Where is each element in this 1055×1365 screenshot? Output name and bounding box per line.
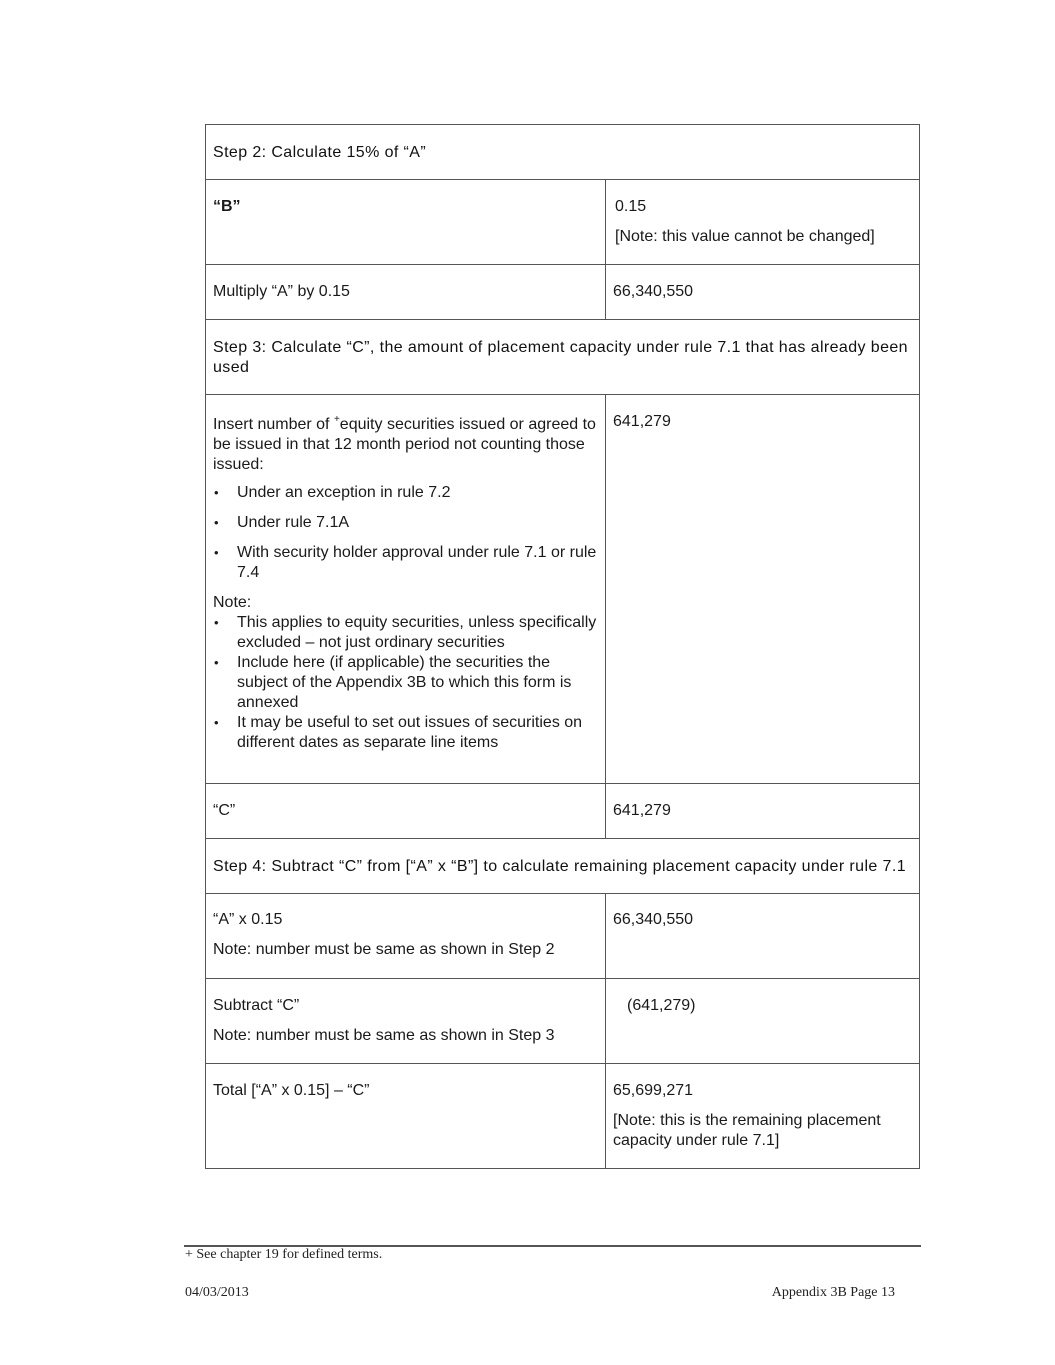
list-item: • It may be useful to set out issues of securities on different dates as separate line items <box>213 713 597 753</box>
c-value: 641,279 <box>613 802 671 819</box>
b-value: 0.15 <box>615 198 647 215</box>
label-cell <box>206 894 606 979</box>
step2-heading-row <box>206 125 920 180</box>
label-cell <box>206 180 606 265</box>
value-cell <box>606 265 920 320</box>
a-times-note: Note: number must be same as shown in Step 2 <box>213 941 555 958</box>
b-label: “B” <box>213 198 241 215</box>
multiply-value: 66,340,550 <box>613 283 694 300</box>
table-row <box>206 180 920 265</box>
table-row <box>206 979 920 1064</box>
total-label: Total [“A” x 0.15] – “C” <box>213 1082 370 1099</box>
list-item: • With security holder approval under rule 7.1 or rule 7.4 <box>213 543 597 583</box>
label-cell <box>206 395 606 784</box>
a-times-label: “A” x 0.15 <box>213 911 283 928</box>
step2-heading: Step 2: Calculate 15% of “A” <box>206 125 920 180</box>
list-item: • Include here (if applicable) the securities the subject of the Appendix 3B to which this form is annexed <box>213 653 597 713</box>
b-value-note: [Note: this value cannot be changed] <box>615 228 875 245</box>
label-cell <box>206 265 606 320</box>
table-row <box>206 894 920 979</box>
multiply-label: Multiply “A” by 0.15 <box>213 283 350 300</box>
table-row <box>206 1064 920 1169</box>
step3-heading: Step 3: Calculate “C”, the amount of placement capacity under rule 7.1 that has already been used <box>206 320 920 395</box>
value-cell <box>606 395 920 784</box>
insert-intro-suffix: equity securities issued or agreed to be issued in that 12 month period not counting those issued: <box>213 416 596 473</box>
table-row <box>206 395 920 784</box>
note-list <box>213 613 597 753</box>
subtract-c-note: Note: number must be same as shown in Step 3 <box>213 1027 555 1044</box>
exclusion-list <box>213 483 597 583</box>
placement-capacity-table <box>205 124 920 1169</box>
step3-heading-row <box>206 320 920 395</box>
label-cell <box>206 784 606 839</box>
note-label: Note: <box>213 594 252 611</box>
subtract-c-label: Subtract “C” <box>213 997 300 1014</box>
list-item: • This applies to equity securities, unless specifically excluded – not just ordinary securities <box>213 613 597 653</box>
a-times-value: 66,340,550 <box>613 911 694 928</box>
list-item: • Under rule 7.1A <box>213 513 597 533</box>
insert-intro <box>213 415 597 475</box>
list-item: • Under an exception in rule 7.2 <box>213 483 597 503</box>
subtract-c-value: (641,279) <box>627 997 696 1014</box>
value-cell <box>606 894 920 979</box>
table-row <box>206 265 920 320</box>
value-cell <box>606 979 920 1064</box>
defined-term-marker: + <box>333 414 340 425</box>
label-cell <box>206 1064 606 1169</box>
step4-heading-row <box>206 839 920 894</box>
total-value-note: [Note: this is the remaining placement capacity under rule 7.1] <box>613 1112 881 1149</box>
total-value: 65,699,271 <box>613 1082 694 1099</box>
value-cell <box>606 784 920 839</box>
step4-heading: Step 4: Subtract “C” from [“A” x “B”] to calculate remaining placement capacity under rule 7.1 <box>206 839 920 894</box>
insert-value: 641,279 <box>613 413 671 430</box>
defined-terms-note: + See chapter 19 for defined terms. <box>185 1247 383 1262</box>
footer-date: 04/03/2013 <box>185 1285 249 1300</box>
table-row <box>206 784 920 839</box>
label-cell <box>206 979 606 1064</box>
value-cell <box>606 180 920 265</box>
value-cell <box>606 1064 920 1169</box>
page-number: Appendix 3B Page 13 <box>771 1285 895 1300</box>
insert-intro-prefix: Insert number of <box>213 416 334 433</box>
c-label: “C” <box>213 802 236 819</box>
